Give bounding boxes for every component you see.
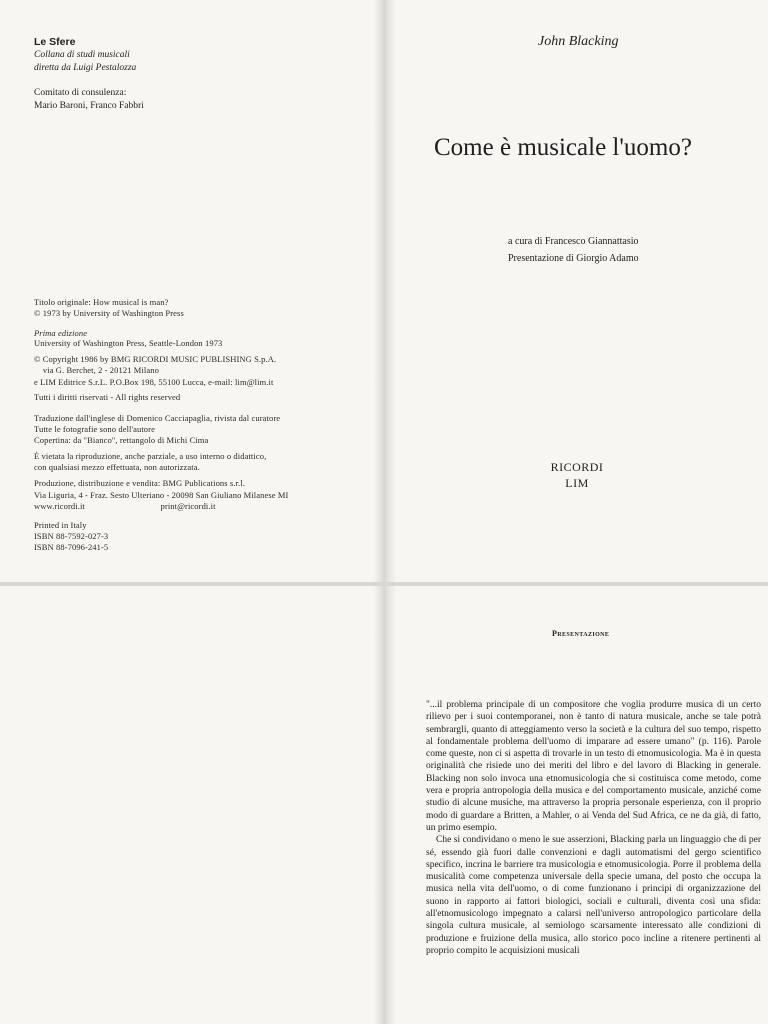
- colophon-line: Via Liguria, 4 - Fraz. Sesto Ulteriano - 20098 San Giuliano Milanese MI: [34, 490, 289, 500]
- colophon-line: Titolo originale: How musical is man?: [34, 297, 169, 307]
- colophon-line: ISBN 88-7592-027-3: [34, 531, 109, 541]
- series-name: Le Sfere: [34, 36, 76, 48]
- colophon-line: Printed in Italy: [34, 520, 87, 530]
- colophon-line: Tutte le fotografie sono dell'autore: [34, 424, 155, 434]
- book-title: Come è musicale l'uomo?: [434, 134, 692, 161]
- gutter-shadow: [386, 0, 396, 582]
- gutter-shadow: [373, 586, 383, 1024]
- paragraph: "...il problema principale di un compositore che voglia produrre musica di un certo rilievo per i suoi contemporanei, non è tanto di natura musicale, anche se tale potrà sembrargli, quanto di atteggiamento verso la società e la cultura del suo tempo, rispetto al fondamentale problema dell'uomo di imparare ad essere umano" (p. 116). Parole come queste, non ci si aspetta di trovarle in un testo di etnomusicologia. Ma è in questa originalità che risiede uno dei meriti del libro e del lavoro di Blacking in generale. Blacking non solo invoca una etnomusicologia che si costituisca come metodo, come vera e propria antropologia della musica e del comportamento musicale, anziché come studio di alcune musiche, ma attraverso la propria personale esperienza, con il proprio modo di guardare a Britten, a Mahler, o ai Venda del Sud Africa, ce ne da già, di fatto, un primo esempio.: [426, 700, 761, 833]
- series-director: diretta da Luigi Pestalozza: [34, 63, 137, 73]
- colophon-line: Produzione, distribuzione e vendita: BMG Publications s.r.l.: [34, 478, 245, 488]
- body-text: [426, 699, 761, 957]
- foreword-credit: Presentazione di Giorgio Adamo: [508, 253, 639, 264]
- publisher-ricordi: RICORDI: [550, 460, 604, 474]
- colophon-line: Traduzione dall'inglese di Domenico Cacciapaglia, rivista dal curatore: [34, 413, 281, 423]
- gutter-shadow: [373, 0, 383, 582]
- colophon-line: © 1973 by University of Washington Press: [34, 308, 184, 318]
- copyright-page: [0, 0, 383, 582]
- colophon-line: Copertina: da "Bianco", rettangolo di Michi Cima: [34, 435, 209, 445]
- colophon-line: © Copyright 1986 by BMG RICORDI MUSIC PUBLISHING S.p.A.: [34, 354, 277, 364]
- text-page: [386, 586, 768, 1024]
- colophon-line: Tutti i diritti riservati - All rights reserved: [34, 392, 181, 402]
- editor-credit: a cura di Francesco Giannattasio: [508, 236, 639, 247]
- colophon-line: È vietata la riproduzione, anche parziale, a uso interno o didattico,: [34, 451, 267, 461]
- title-page: [386, 0, 768, 582]
- colophon-line: www.ricordi.it print@ricordi.it: [34, 501, 216, 511]
- colophon-line: via G. Berchet, 2 - 20121 Milano: [34, 365, 159, 375]
- committee-members: Mario Baroni, Franco Fabbri: [34, 101, 144, 111]
- colophon-line: ISBN 88-7096-241-5: [34, 542, 109, 552]
- colophon-line: e LIM Editrice S.r.L. P.O.Box 198, 55100 Lucca, e-mail: lim@lim.it: [34, 377, 274, 387]
- colophon-line: University of Washington Press, Seattle-London 1973: [34, 338, 223, 348]
- gutter-shadow: [386, 586, 396, 1024]
- publisher-lim: LIM: [565, 476, 589, 490]
- colophon-line: Prima edizione: [34, 328, 88, 338]
- colophon-line: con qualsiasi mezzo effettuata, non autorizzata.: [34, 462, 200, 472]
- author-name: John Blacking: [538, 34, 619, 49]
- paragraph: Che si condividano o meno le sue asserzioni, Blacking parla un linguaggio che di per sé, essendo già fuori dalle convenzioni e dagli automatismi del gergo scientifico specifico, incrina le barriere tra musicologia e etnomusicologia. Porre il problema della musicalità come competenza universale della specie umana, del posto che occupa la musica nella vita dell'uomo, o di come funzionano i principi di organizzazione del suono in rapporto ai fattori biologici, sociali e culturali, diventa così una sfida: all'etnomusicologo impegnato a calarsi nell'universo antropologico particolare della singola cultura musicale, al semiologo scarsamente interessato alle condizioni di produzione e fruizione della musica, allo storico poco incline a ritenere pertinenti al proprio compito le acquisizioni musicali: [426, 835, 761, 956]
- section-heading: Presentazione: [552, 629, 610, 638]
- series-description: Collana di studi musicali: [34, 50, 130, 60]
- committee-label: Comitato di consulenza:: [34, 88, 127, 98]
- blank-page: [0, 586, 383, 1024]
